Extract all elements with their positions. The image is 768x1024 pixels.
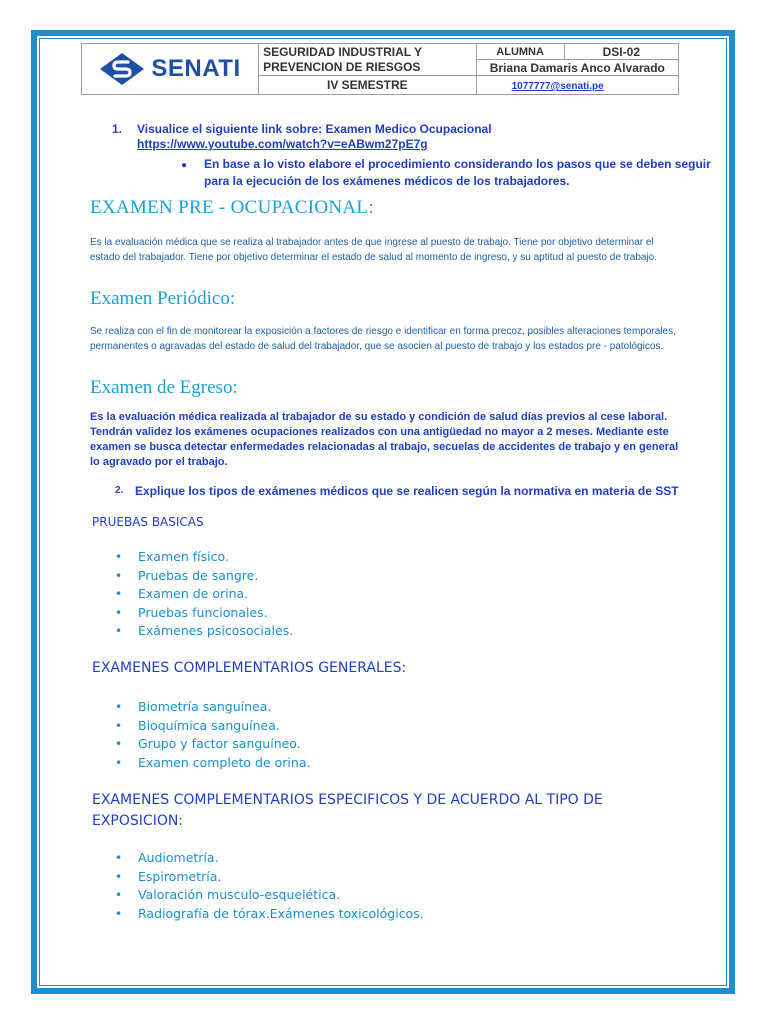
paragraph-egreso: Es la evaluación médica realizada al trabajador de su estado y condición de salud días previos al cese laboral. Tendrán validez los exámenes ocupaciones realizados con una antigüedad no mayor a 2 meses. Mediante este examen se busca detectar enfermedades relacionadas al trabajo, secuelas de accidentes de trabajo y en general lo agravado por el trabajo. <box>90 411 679 468</box>
list-complementarios-generales <box>115 698 310 772</box>
list-pruebas-basicas <box>115 548 293 641</box>
paragraph-pre-ocupacional: Es la evaluación médica que se realiza al trabajador antes de que ingrese al puesto de trabajo. Tiene por objetivo determinar el estado del trabajador. Tiene por objetivo determinar el estado de salud al momento de ingreso, y su aptitud al puesto de trabajo. <box>90 237 658 263</box>
list-item: • Pruebas de sangre. <box>115 567 293 586</box>
bullet-icon: ● <box>181 160 188 171</box>
heading-examen-pre-ocupacional: EXAMEN PRE - OCUPACIONAL: <box>90 197 374 218</box>
semester: IV SEMESTRE <box>259 76 477 95</box>
bullet-icon: • <box>115 737 123 751</box>
logo-cell <box>82 44 259 95</box>
bullet-icon: • <box>115 624 123 638</box>
bullet-icon: • <box>115 851 123 865</box>
bullet-icon: • <box>115 888 123 902</box>
bullet-icon: • <box>115 550 123 564</box>
senati-emblem-icon <box>99 52 145 86</box>
senati-logo <box>82 52 258 86</box>
heading-examen-periodico: Examen Periódico: <box>90 288 236 309</box>
role-label: ALUMNA <box>476 44 564 60</box>
paragraph-periodico: Se realiza con el fin de monitorear la exposición a factores de riesgo e identificar en forma precoz, posibles alteraciones temporales, permanentes o agravadas del estado de salud del trabajador, que se asocien al puesto de trabajo y los estados pre - patológicos. <box>90 326 676 352</box>
list-item: • Pruebas funcionales. <box>115 604 293 623</box>
question-2-text: Explique los tipos de exámenes médicos que se realicen según la normativa en materia de SST <box>135 484 679 498</box>
list-item: • Examen de orina. <box>115 585 293 604</box>
question-2-number: 2. <box>115 485 124 496</box>
document-code: DSI-02 <box>564 44 678 60</box>
list-item: • Grupo y factor sanguíneo. <box>115 735 310 754</box>
logo-wordmark: SENATI <box>151 55 241 82</box>
document-header <box>81 43 679 90</box>
bullet-icon: • <box>115 568 123 583</box>
list-item: • Examen físico. <box>115 548 293 567</box>
course-line-2: PREVENCION DE RIESGOS <box>263 59 421 74</box>
course-title <box>259 44 477 76</box>
list-item: • Examen completo de orina. <box>115 754 310 773</box>
heading-complementarios-especificos: EXAMENES COMPLEMENTARIOS ESPECIFICOS Y DE ACUERDO AL TIPO DE EXPOSICION: <box>92 792 603 829</box>
bullet-icon: • <box>115 718 123 733</box>
question-1-text: Visualice el siguiente link sobre: Examen Medico Ocupacional <box>137 122 492 136</box>
list-item: • Espirometría. <box>115 868 424 887</box>
youtube-link[interactable]: https://www.youtube.com/watch?v=eABwm27pE7g <box>137 137 428 151</box>
bullet-icon: • <box>115 869 123 884</box>
bullet-icon: • <box>115 755 123 770</box>
student-name: Briana Damaris Anco Alvarado <box>476 60 678 76</box>
student-email-link[interactable]: 1077777@senati.pe <box>511 81 604 92</box>
list-item: • Exámenes psicosociales. <box>115 622 293 641</box>
list-item: • Radiografía de tórax.Exámenes toxicológicos. <box>115 905 424 924</box>
bullet-icon: • <box>115 587 123 601</box>
list-item: • Biometría sanguínea. <box>115 698 310 717</box>
course-line-1: SEGURIDAD INDUSTRIAL Y <box>263 44 422 59</box>
email-cell <box>476 76 678 95</box>
list-item: • Bioquímica sanguínea. <box>115 717 310 736</box>
list-complementarios-especificos <box>115 849 424 923</box>
heading-examen-egreso: Examen de Egreso: <box>90 377 238 398</box>
question-1-instruction: En base a lo visto elabore el procedimiento considerando los pasos que se deben seguir para la ejecución de los exámenes médicos de los trabajadores. <box>204 157 711 188</box>
list-item: • Valoración musculo-esquelética. <box>115 886 424 905</box>
question-1-number: 1. <box>112 122 123 136</box>
heading-complementarios-generales: EXAMENES COMPLEMENTARIOS GENERALES: <box>92 660 407 676</box>
bullet-icon: • <box>115 605 123 620</box>
list-item: • Audiometría. <box>115 849 424 868</box>
bullet-icon: • <box>115 906 123 921</box>
bullet-icon: • <box>115 700 123 714</box>
heading-pruebas-basicas: PRUEBAS BASICAS <box>92 515 204 529</box>
header-table <box>81 43 679 95</box>
